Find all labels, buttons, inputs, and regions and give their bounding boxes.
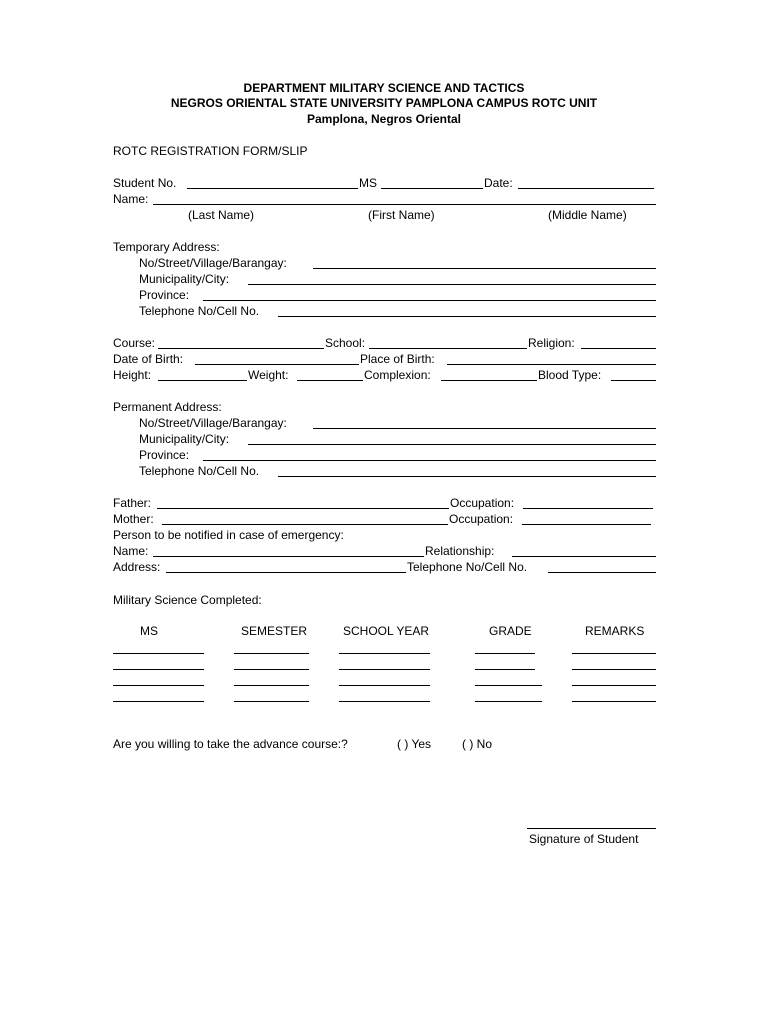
course-label: Course: [113, 336, 156, 350]
temporary-address-heading: Temporary Address: [113, 240, 220, 254]
advance-yes-option[interactable]: ( ) Yes [397, 737, 432, 751]
ms-row3-remarks[interactable] [572, 685, 656, 686]
religion-field[interactable] [581, 348, 656, 349]
ms-label: MS [359, 176, 377, 190]
first-name-caption: (First Name) [368, 208, 435, 222]
ms-row3-school-year[interactable] [339, 685, 430, 686]
height-field[interactable] [158, 380, 247, 381]
ms-row3-ms[interactable] [113, 685, 204, 686]
ms-row1-grade[interactable] [475, 653, 535, 654]
last-name-caption: (Last Name) [188, 208, 255, 222]
father-occupation-field[interactable] [523, 508, 653, 509]
relationship-label: Relationship: [425, 544, 495, 558]
weight-label: Weight: [248, 368, 289, 382]
pob-field[interactable] [447, 364, 656, 365]
mother-field[interactable] [162, 524, 448, 525]
middle-name-caption: (Middle Name) [548, 208, 627, 222]
column-semester: SEMESTER [241, 624, 308, 638]
dob-label: Date of Birth: [113, 352, 184, 366]
department-title: DEPARTMENT MILITARY SCIENCE AND TACTICS [243, 81, 525, 95]
perm-phone-field[interactable] [278, 476, 656, 477]
dob-field[interactable] [195, 364, 359, 365]
religion-label: Religion: [528, 336, 575, 350]
school-field[interactable] [369, 348, 527, 349]
temp-street-field[interactable] [313, 268, 656, 269]
student-no-field[interactable] [187, 188, 358, 189]
mother-label: Mother: [113, 512, 154, 526]
student-no-label: Student No. [113, 176, 177, 190]
ms-field[interactable] [381, 188, 483, 189]
date-field[interactable] [518, 188, 654, 189]
course-field[interactable] [158, 348, 324, 349]
blood-type-label: Blood Type: [538, 368, 602, 382]
ms-row1-ms[interactable] [113, 653, 204, 654]
ms-row1-remarks[interactable] [572, 653, 656, 654]
emergency-name-field[interactable] [153, 556, 424, 557]
column-ms: MS [140, 624, 158, 638]
temp-phone-label: Telephone No/Cell No. [139, 304, 260, 318]
height-label: Height: [113, 368, 152, 382]
ms-row4-semester[interactable] [234, 701, 309, 702]
temp-street-label: No/Street/Village/Barangay: [139, 256, 287, 270]
relationship-field[interactable] [512, 556, 656, 557]
date-label: Date: [484, 176, 513, 190]
perm-city-field[interactable] [248, 444, 656, 445]
ms-row3-grade[interactable] [475, 685, 542, 686]
column-grade: GRADE [489, 624, 532, 638]
ms-row2-ms[interactable] [113, 669, 204, 670]
form-title: ROTC REGISTRATION FORM/SLIP [113, 144, 308, 158]
father-label: Father: [113, 496, 152, 510]
father-field[interactable] [157, 508, 449, 509]
permanent-address-heading: Permanent Address: [113, 400, 222, 414]
ms-row3-semester[interactable] [234, 685, 309, 686]
name-field[interactable] [153, 204, 656, 205]
temp-phone-field[interactable] [278, 316, 656, 317]
complexion-field[interactable] [441, 380, 537, 381]
perm-province-label: Province: [139, 448, 190, 462]
temp-city-label: Municipality/City: [139, 272, 230, 286]
emergency-address-field[interactable] [166, 572, 406, 573]
temp-province-label: Province: [139, 288, 190, 302]
ms-row2-remarks[interactable] [572, 669, 656, 670]
advance-course-question: Are you willing to take the advance course:? [113, 737, 348, 751]
signature-field[interactable] [527, 828, 656, 829]
ms-row1-semester[interactable] [234, 653, 309, 654]
blood-type-field[interactable] [611, 380, 656, 381]
mother-occupation-field[interactable] [522, 524, 651, 525]
ms-row4-school-year[interactable] [339, 701, 430, 702]
perm-province-field[interactable] [203, 460, 656, 461]
military-science-heading: Military Science Completed: [113, 593, 262, 607]
emergency-phone-label: Telephone No/Cell No. [407, 560, 528, 574]
ms-row2-school-year[interactable] [339, 669, 430, 670]
perm-city-label: Municipality/City: [139, 432, 230, 446]
advance-no-option[interactable]: ( ) No [462, 737, 492, 751]
ms-row4-grade[interactable] [475, 701, 542, 702]
father-occupation-label: Occupation: [450, 496, 515, 510]
ms-row1-school-year[interactable] [339, 653, 430, 654]
campus-location: Pamplona, Negros Oriental [306, 112, 462, 126]
pob-label: Place of Birth: [360, 352, 435, 366]
ms-row4-remarks[interactable] [572, 701, 656, 702]
ms-row4-ms[interactable] [113, 701, 204, 702]
weight-field[interactable] [297, 380, 363, 381]
name-label: Name: [113, 192, 149, 206]
ms-row2-grade[interactable] [475, 669, 535, 670]
complexion-label: Complexion: [364, 368, 431, 382]
ms-row2-semester[interactable] [234, 669, 309, 670]
perm-street-label: No/Street/Village/Barangay: [139, 416, 287, 430]
university-title: NEGROS ORIENTAL STATE UNIVERSITY PAMPLONA CAMPUS ROTC UNIT [170, 96, 598, 110]
temp-province-field[interactable] [203, 300, 656, 301]
column-school-year: SCHOOL YEAR [343, 624, 430, 638]
column-remarks: REMARKS [585, 624, 645, 638]
school-label: School: [325, 336, 366, 350]
perm-phone-label: Telephone No/Cell No. [139, 464, 260, 478]
mother-occupation-label: Occupation: [449, 512, 514, 526]
emergency-name-label: Name: [113, 544, 149, 558]
emergency-heading: Person to be notified in case of emergency: [113, 528, 344, 542]
emergency-address-label: Address: [113, 560, 161, 574]
temp-city-field[interactable] [248, 284, 656, 285]
emergency-phone-field[interactable] [548, 572, 656, 573]
signature-caption: Signature of Student [529, 832, 639, 846]
perm-street-field[interactable] [313, 428, 656, 429]
